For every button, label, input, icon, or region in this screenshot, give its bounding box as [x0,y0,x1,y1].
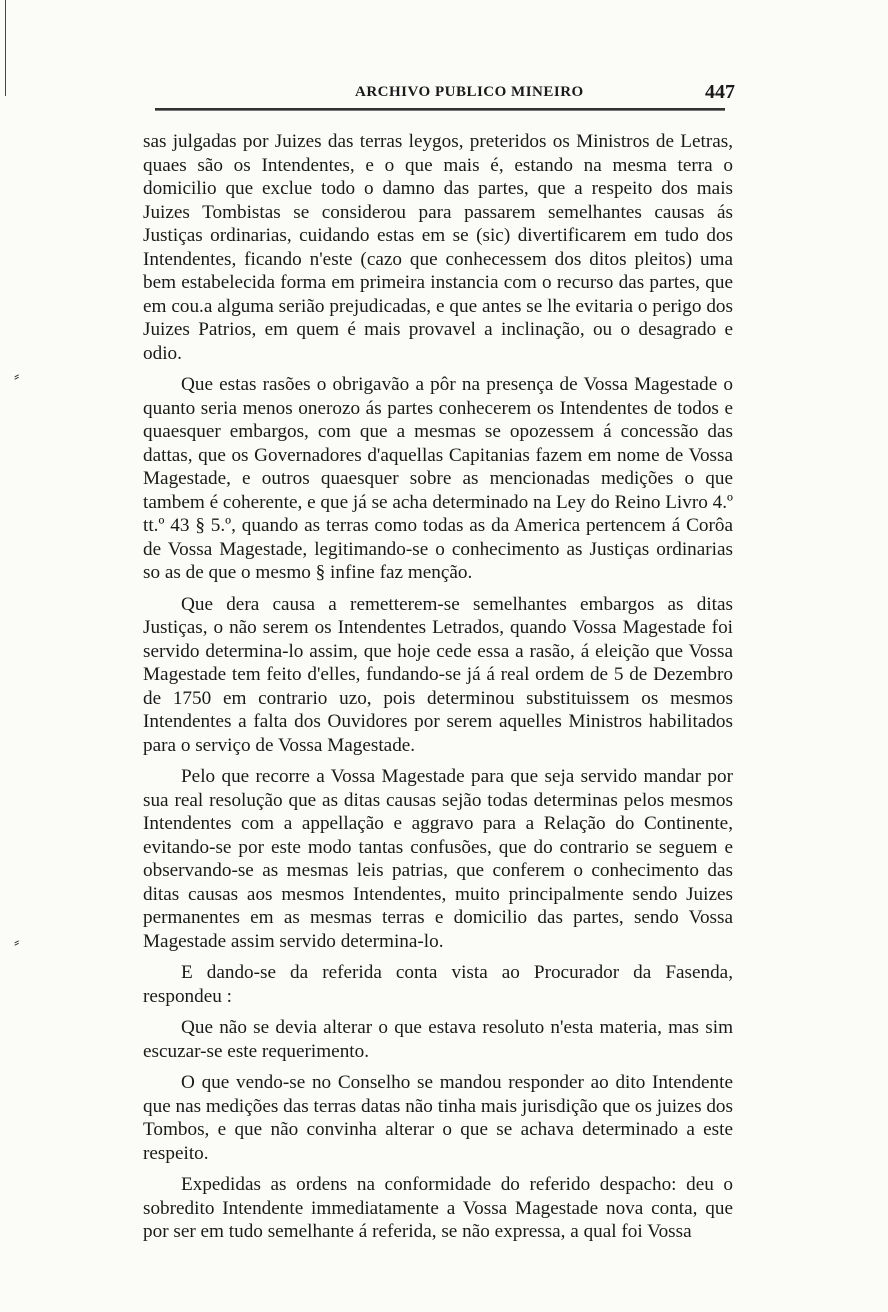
running-title: ARCHIVO PUBLICO MINEIRO [355,84,584,100]
margin-mark: ⸗ [14,368,20,385]
paragraph: Que dera causa a remetterem-se semelhantes embargos as ditas Justiças, o não serem os Intendentes Letrados, quando Vossa Magestade foi servido determina-lo assim, que hoje cede essa a rasão, á eleição que Vossa Magestade tem feito d'elles, fundando-se já á real ordem de 5 de Dezembro de 1750 em contrario uzo, pois determinou substituissem os mesmos Intendentes a falta dos Ouvidores por serem aquelles Ministros habilitados para o serviço de Vossa Magestade. [143,593,733,756]
margin-mark: ⸗ [14,934,20,951]
paragraph: Que não se devia alterar o que estava resoluto n'esta materia, mas sim escuzar-se este requerimento. [143,1017,733,1062]
text-body [143,130,733,1252]
paragraph: Pelo que recorre a Vossa Magestade para que seja servido mandar por sua real resolução que as ditas causas sejão todas determinas pelos mesmos Intendentes com a appellação e aggravo para a Relação do Continente, evitando-se por este modo tantas confusões, que do contrario se seguem e observando-se as mesmas leis patrias, que conferem o conhecimento das ditas causas aos mesmos Intendentes, muito principalmente sendo Juizes permanentes em as mesmas terras e domicilio das partes, sendo Vossa Magestade assim servido determina-lo. [143,766,733,952]
paragraph: Expedidas as ordens na conformidade do referido despacho: deu o sobredito Intendente immediatamente a Vossa Magestade nova conta, que por ser em tudo semelhante á referida, se não expressa, a qual foi Vossa [143,1174,733,1242]
paragraph: Que estas rasões o obrigavão a pôr na presença de Vossa Magestade o quanto seria menos onerozo ás partes conhecerem os Intendentes de todos e quaesquer embargos, com que a mesmas se opozessem á concessão das dattas, que os Governadores d'aquellas Capitanias fazem em nome de Vossa Magestade, e outros quaesquer sobre as mencionadas medições o que tambem é coherente, e que já se acha determinado na Ley do Reino Livro 4.º tt.º 43 § 5.º, quando as terras como todas as da America pertencem á Corôa de Vossa Magestade, legitimando-se o conhecimento as Justiças ordinarias so as de que o mesmo § infine faz menção. [143,374,733,583]
page-number: 447 [705,81,735,103]
page-edge-rule [5,0,6,96]
paragraph: sas julgadas por Juizes das terras leygos, preteridos os Ministros de Letras, quaes são os Intendentes, e o que mais é, estando na mesma terra o domicilio que exclue todo o damno das partes, que a respeito dos mais Juizes Tombistas se considerou para passarem semelhantes causas ás Justiças ordinarias, cuidando estas em se (sic) divertificarem em tudo dos Intendentes, ficando n'este (cazo que conhecessem dos ditos pleitos) uma bem estabelecida forma em primeira instancia com o recurso das partes, que em cou.a alguma serião prejudicadas, e que antes se lhe evitaria o perigo dos Juizes Patrios, em quem é mais provavel a inclinação, ou o desagrado e odio. [143,131,733,364]
header-rule [155,108,725,111]
paragraph: O que vendo-se no Conselho se mandou responder ao dito Intendente que nas medições das terras datas não tinha mais jurisdição que os juizes dos Tombos, e que não convinha alterar o que se achava determinado a este respeito. [143,1072,733,1164]
page-header [155,81,737,108]
paragraph: E dando-se da referida conta vista ao Procurador da Fasenda, respondeu : [143,962,733,1007]
